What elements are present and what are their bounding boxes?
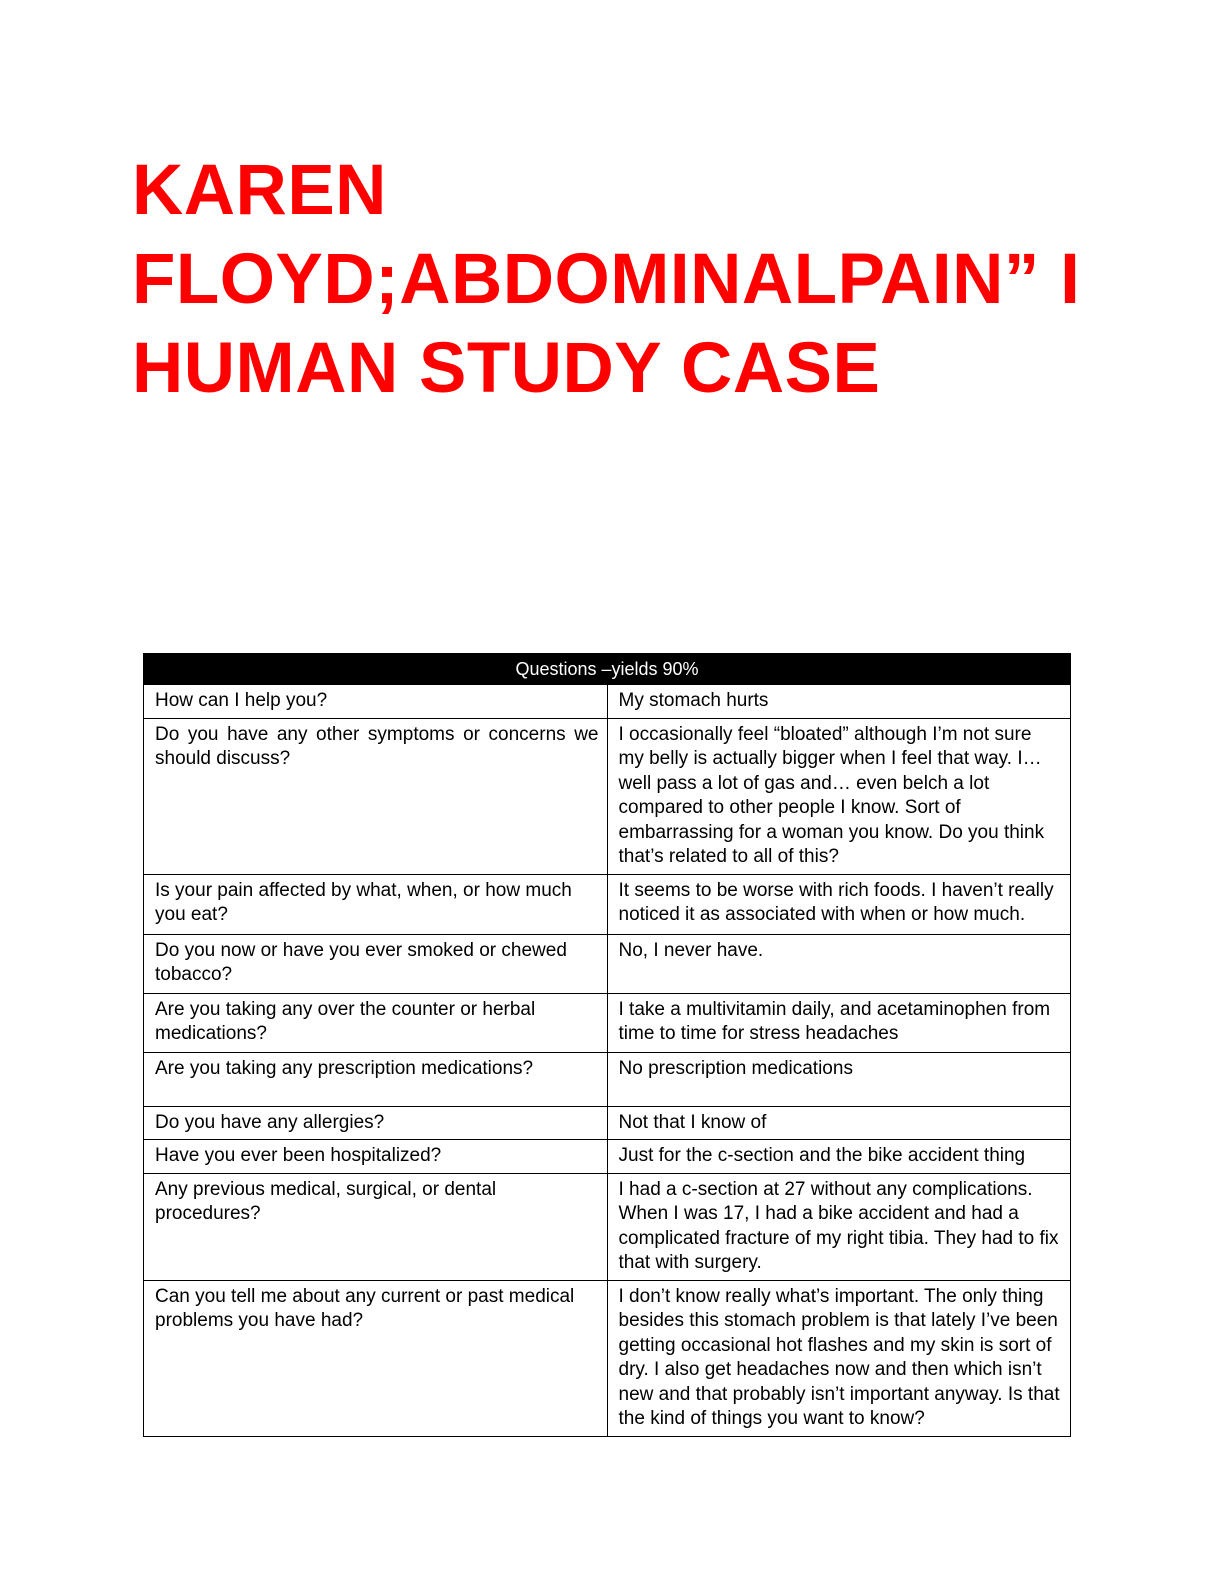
table-header: Questions –yields 90% bbox=[144, 654, 1071, 685]
question-cell: Are you taking any over the counter or herbal medications? bbox=[144, 993, 608, 1052]
question-cell: How can I help you? bbox=[144, 685, 608, 719]
answer-cell: Not that I know of bbox=[607, 1106, 1071, 1140]
table-row bbox=[144, 1280, 1071, 1436]
answer-cell: No prescription medications bbox=[607, 1052, 1071, 1106]
question-cell: Do you have any allergies? bbox=[144, 1106, 608, 1140]
answer-cell: I had a c-section at 27 without any complications. When I was 17, I had a bike accident and had a complicated fracture of my right tibia. They had to fix that with surgery. bbox=[607, 1173, 1071, 1280]
table-row bbox=[144, 1052, 1071, 1106]
question-cell: Any previous medical, surgical, or dental procedures? bbox=[144, 1173, 608, 1280]
questions-table bbox=[143, 653, 1071, 1437]
question-cell: Are you taking any prescription medications? bbox=[144, 1052, 608, 1106]
table-row bbox=[144, 685, 1071, 719]
table-row bbox=[144, 993, 1071, 1052]
table-row bbox=[144, 1173, 1071, 1280]
answer-cell: I don’t know really what’s important. The only thing besides this stomach problem is that lately I’ve been getting occasional hot flashes and my skin is sort of dry. I also get headaches now and then which isn’t new and that probably isn’t important anyway. Is that the kind of things you want to know? bbox=[607, 1280, 1071, 1436]
table-row bbox=[144, 718, 1071, 874]
table-row bbox=[144, 1106, 1071, 1140]
answer-cell: My stomach hurts bbox=[607, 685, 1071, 719]
table-row bbox=[144, 1140, 1071, 1174]
question-cell: Do you have any other symptoms or concerns we should discuss? bbox=[144, 718, 608, 874]
answer-cell: Just for the c-section and the bike accident thing bbox=[607, 1140, 1071, 1174]
question-cell: Can you tell me about any current or past medical problems you have had? bbox=[144, 1280, 608, 1436]
table-row bbox=[144, 934, 1071, 993]
question-cell: Is your pain affected by what, when, or how much you eat? bbox=[144, 874, 608, 934]
answer-cell: I take a multivitamin daily, and acetaminophen from time to time for stress headaches bbox=[607, 993, 1071, 1052]
document-title bbox=[132, 146, 1132, 413]
title-line-2: FLOYD;ABDOMINALPAIN” I bbox=[132, 240, 1081, 319]
answer-cell: It seems to be worse with rich foods. I haven’t really noticed it as associated with when or how much. bbox=[607, 874, 1071, 934]
table-header-row bbox=[144, 654, 1071, 685]
table-row bbox=[144, 874, 1071, 934]
answer-cell: No, I never have. bbox=[607, 934, 1071, 993]
title-line-3: HUMAN STUDY CASE bbox=[132, 329, 881, 408]
question-cell: Have you ever been hospitalized? bbox=[144, 1140, 608, 1174]
answer-cell: I occasionally feel “bloated” although I’m not sure my belly is actually bigger when I feel that way. I…well pass a lot of gas and… even belch a lot compared to other people I know. Sort of embarrassing for a woman you know. Do you think that’s related to all of this? bbox=[607, 718, 1071, 874]
title-line-1: KAREN bbox=[132, 151, 387, 230]
question-cell: Do you now or have you ever smoked or chewed tobacco? bbox=[144, 934, 608, 993]
